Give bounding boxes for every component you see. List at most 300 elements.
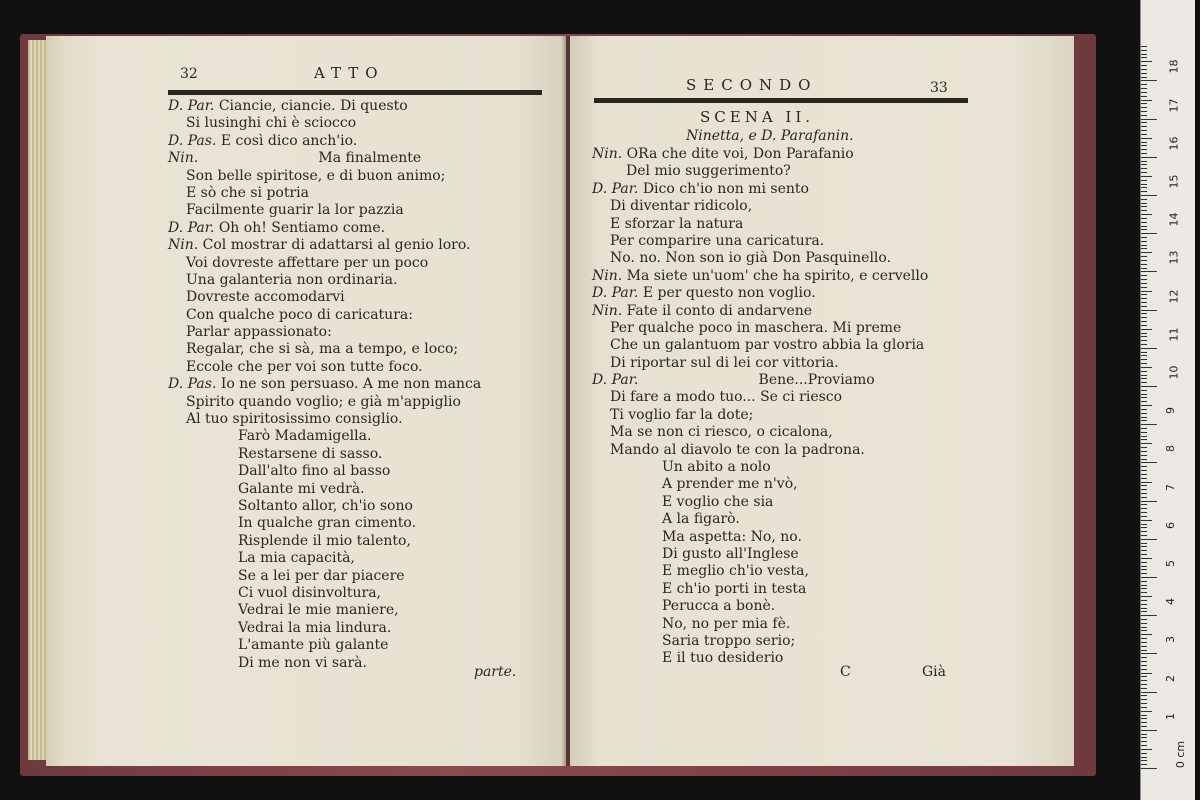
verse-line [592,581,928,598]
ruler-tick [1141,103,1147,104]
line-text: Mando al diavolo te con la padrona. [610,441,865,458]
ruler-tick [1141,623,1147,624]
speaker-name: Nin. [592,267,623,284]
verse-line [592,529,928,546]
ruler-tick [1141,218,1147,219]
verse-line [592,372,928,389]
speaker-name: D. Par. [168,219,215,236]
ruler-tick [1141,428,1147,429]
ruler-tick [1141,96,1147,97]
left-page [46,36,566,766]
ruler-tick [1141,692,1157,693]
ruler-number: 15 [1167,174,1181,189]
ruler-tick [1141,443,1152,444]
ruler-tick [1141,122,1147,123]
ruler-tick [1141,420,1147,421]
verse-line [168,515,481,532]
verse-line [168,655,481,672]
ruler-tick [1141,333,1147,334]
ruler-tick [1141,684,1147,685]
ruler-number: 11 [1167,327,1181,342]
ruler-tick [1141,226,1147,227]
line-text: Dovreste accomodarvi [186,289,345,306]
ruler-number: 4 [1164,598,1177,606]
ruler-number: 7 [1164,483,1177,491]
ruler-tick [1141,680,1147,681]
verse-line [592,424,928,441]
line-text: Facilmente guarir la lor pazzia [186,202,404,219]
ruler-number: 0 cm [1174,740,1188,769]
speaker-name: D. Pas. [168,132,217,149]
header-rule [168,90,542,95]
line-text: Soltanto allor, ch'io sono [238,497,413,514]
ruler-tick [1141,84,1147,85]
ruler-tick [1141,153,1147,154]
ruler-tick [1141,688,1147,689]
ruler-tick [1141,539,1157,540]
ruler-tick [1141,115,1147,116]
ruler-tick [1141,619,1147,620]
verse-line [592,494,928,511]
ruler-number: 14 [1167,212,1181,227]
line-text: A la figarò. [662,511,740,528]
ruler-number: 12 [1167,289,1181,304]
ruler-tick [1141,168,1147,169]
line-text: Si lusinghi chi è sciocco [186,115,357,132]
ruler-tick [1141,397,1147,398]
verse-line [168,359,481,376]
verse-line [168,185,481,202]
verse-line [592,563,928,580]
ruler-tick [1141,760,1147,761]
ruler-tick [1141,386,1157,387]
line-text: Ciancie, ciancie. Di questo [214,98,408,114]
ruler-tick [1141,371,1147,372]
verse-line [168,202,481,219]
ruler-tick [1141,592,1147,593]
line-text: In qualche gran cimento. [238,515,417,532]
ruler-tick [1141,145,1147,146]
verse-line [168,133,481,150]
right-page [570,36,1074,766]
ruler-number: 1 [1164,712,1177,720]
verse-line [168,620,481,637]
ruler-tick [1141,233,1157,234]
ruler-tick [1141,241,1147,242]
verse-line [592,355,928,372]
verse-line [168,498,481,515]
verse-line [592,476,928,493]
ruler-tick [1141,298,1147,299]
ruler-tick [1141,753,1147,754]
verse-line [168,533,481,550]
verse-line [592,285,928,302]
line-text: Bene...Proviamo [638,372,875,389]
verse-line [592,250,928,267]
ruler-tick [1141,585,1147,586]
ruler-tick [1141,734,1147,735]
ruler-tick [1141,172,1147,173]
line-text: Di me non vi sarà. [238,654,367,671]
line-text: Ma se non ci riesco, o cicalona, [610,424,833,441]
ruler-tick [1141,546,1147,547]
ruler-tick [1141,447,1147,448]
ruler-tick [1141,439,1147,440]
verse-line [168,428,481,445]
verse-line [592,216,928,233]
line-text: Ma aspetta: No, no. [662,528,802,545]
line-text: Di fare a modo tuo... Se ci riesco [610,389,843,406]
ruler-tick [1141,306,1147,307]
ruler-tick [1141,455,1147,456]
verse-line [592,650,928,667]
speaker-name: Nin. [592,146,623,162]
ruler-tick [1141,229,1147,230]
ruler-tick [1141,726,1147,727]
verse-line [168,411,481,428]
ruler-tick [1141,650,1147,651]
ruler-tick [1141,508,1147,509]
verse-line [168,220,481,237]
ruler-number: 13 [1167,250,1181,265]
ruler-tick [1141,245,1147,246]
ruler-tick [1141,707,1147,708]
page-number: 32 [180,66,198,82]
ruler-tick [1141,764,1147,765]
ruler-tick [1141,466,1147,467]
ruler-tick [1141,695,1147,696]
ruler-tick [1141,73,1147,74]
ruler-tick [1141,184,1147,185]
line-text: Ti voglio far la dote; [610,406,754,423]
line-text: Son belle spiritose, e di buon animo; [186,167,446,184]
speaker-name: Nin. [168,150,199,167]
speaker-name: D. Par. [592,372,639,389]
ruler-tick [1141,394,1147,395]
line-text: E il tuo desiderio [662,650,784,667]
ruler-tick [1141,703,1147,704]
verse-line [592,633,928,650]
ruler-number: 3 [1164,636,1177,644]
ruler-tick [1141,757,1147,758]
ruler-tick [1141,363,1147,364]
ruler-tick [1141,474,1147,475]
ruler-tick [1141,310,1157,311]
ruler-tick [1141,378,1147,379]
line-text: Del mio suggerimento? [626,163,791,180]
line-text: Farò Madamigella. [238,428,372,445]
ruler-tick [1141,638,1147,639]
ruler-tick [1141,661,1147,662]
ruler-tick [1141,271,1157,272]
line-text: Voi dovreste affettare per un poco [186,254,429,271]
verse-line [168,446,481,463]
line-text: Una galanteria non ordinaria. [186,271,398,288]
ruler-tick [1141,302,1147,303]
verse-line [168,481,481,498]
ruler-tick [1141,111,1147,112]
verse-line [592,233,928,250]
ruler-tick [1141,657,1147,658]
ruler-tick [1141,676,1147,677]
ruler-tick [1141,248,1147,249]
ruler-tick [1141,604,1147,605]
ruler-tick [1141,50,1147,51]
line-text: No, no per mia fè. [662,615,791,632]
ruler-tick [1141,581,1147,582]
ruler-number: 2 [1164,674,1177,682]
ruler-tick [1141,478,1147,479]
line-text: Fate il conto di andarvene [622,302,813,319]
ruler-tick [1141,608,1147,609]
ruler-number: 9 [1164,407,1177,415]
ruler-tick [1141,100,1152,101]
ruler-tick [1141,352,1147,353]
ruler-tick [1141,768,1157,769]
ruler-tick [1141,161,1147,162]
verse-line [168,394,481,411]
ruler-tick [1141,367,1152,368]
ruler-tick [1141,543,1147,544]
ruler-tick [1141,642,1147,643]
line-text: Spirito quando voglio; e già m'appiglio [186,393,461,410]
line-text: Eccole che per voi son tutte foco. [186,358,423,375]
verse-line [168,324,481,341]
ruler-tick [1141,390,1147,391]
ruler-tick [1141,436,1147,437]
verse-line [592,146,928,163]
ruler-tick [1141,634,1152,635]
verse-line [592,459,928,476]
ruler-number: 18 [1167,59,1181,74]
ruler-tick [1141,348,1157,349]
ruler-tick [1141,741,1147,742]
catchword: Già [922,664,947,680]
ruler-number: 8 [1164,445,1177,453]
line-text: L'amante più galante [238,637,389,654]
line-text: E sforzar la natura [610,215,744,232]
line-text: Perucca a bonè. [662,598,776,615]
ruler-tick [1141,283,1147,284]
line-text: Vedrai le mie maniere, [238,602,399,619]
verse-line [168,307,481,324]
ruler-tick [1141,405,1152,406]
ruler-tick [1141,462,1157,463]
line-text: E meglio ch'io vesta, [662,563,809,580]
ruler-tick [1141,665,1147,666]
line-text: E voglio che sia [662,493,774,510]
verse-line [592,616,928,633]
ruler-tick [1141,340,1147,341]
line-text: Di diventar ridicolo, [610,198,753,215]
ruler-tick [1141,46,1147,47]
page-number: 33 [930,80,948,96]
ruler-tick [1141,715,1147,716]
ruler-tick [1141,191,1147,192]
ruler-tick [1141,550,1147,551]
ruler-tick [1141,699,1147,700]
ruler-tick [1141,527,1147,528]
ruler-tick [1141,615,1157,616]
line-text: Se a lei per dar piacere [238,567,405,584]
ruler-tick [1141,294,1147,295]
ruler-tick [1141,291,1152,292]
verse-line [592,198,928,215]
verse-line [168,115,481,132]
ruler-tick [1141,187,1147,188]
ruler-tick [1141,321,1147,322]
line-text: Dall'alto fino al basso [238,463,391,480]
ruler-tick [1141,54,1147,55]
ruler-tick [1141,562,1147,563]
scene-persons: Ninetta, e D. Parafanin. [686,128,854,144]
ruler-tick [1141,61,1152,62]
ruler-tick [1141,180,1147,181]
ruler-tick [1141,627,1147,628]
line-text: Ma finalmente [198,150,422,167]
ruler-tick [1141,344,1147,345]
ruler-tick [1141,65,1147,66]
ruler-tick [1141,77,1147,78]
line-text: E ch'io porti in testa [662,580,807,597]
ruler-tick [1141,730,1157,731]
line-text: Che un galantuom par vostro abbia la gloria [610,337,925,354]
ruler-tick [1141,329,1152,330]
line-text: Dico ch'io non mi sento [638,180,809,197]
line-text: Vedrai la mia lindura. [238,619,392,636]
ruler-tick [1141,80,1157,81]
ruler-tick [1141,149,1147,150]
ruler-tick [1141,485,1147,486]
ruler-tick [1141,711,1152,712]
verse-line [168,637,481,654]
verse-line [592,598,928,615]
ruler-tick [1141,504,1147,505]
ruler-tick [1141,745,1147,746]
verse-line [592,511,928,528]
ruler-tick [1141,69,1147,70]
line-text: Di riportar sul di lei cor vittoria. [610,354,839,371]
ruler-tick [1141,57,1147,58]
ruler-tick [1141,214,1152,215]
speaker-name: D. Par. [168,98,215,114]
verse-line [168,98,481,115]
signature-mark: C [840,664,851,680]
ruler-tick [1141,222,1147,223]
ruler-tick [1141,417,1147,418]
ruler-number: 16 [1167,136,1181,151]
verse-line [592,163,928,180]
ruler-number: 6 [1164,521,1177,529]
ruler-number: 5 [1164,560,1177,567]
line-text: A prender me n'vò, [662,476,798,493]
ruler-number: 10 [1167,365,1181,380]
speaker-name: D. Par. [592,285,639,302]
ruler-tick [1141,210,1147,211]
ruler-tick [1141,119,1157,120]
verse-line [168,237,481,254]
ruler-tick [1141,596,1152,597]
ruler-tick [1141,531,1147,532]
verse-line [168,463,481,480]
exit-note: parte. [474,664,517,680]
ruler-tick [1141,611,1147,612]
verse-line [592,442,928,459]
ruler-tick [1141,134,1147,135]
ruler-tick [1141,588,1147,589]
line-text: ORa che dite voi, Don Parafanio [622,146,854,162]
ruler-number: 17 [1167,98,1181,113]
ruler-tick [1141,279,1147,280]
verse-line [592,389,928,406]
verse-line [592,546,928,563]
line-text: Al tuo spiritosissimo consiglio. [186,411,403,428]
ruler-tick [1141,164,1147,165]
ruler-tick [1141,600,1147,601]
page-text [592,146,928,668]
line-text: Per qualche poco in maschera. Mi preme [610,319,902,336]
ruler-tick [1141,195,1157,196]
ruler-tick [1141,126,1147,127]
ruler-tick [1141,432,1147,433]
page-text [168,98,481,672]
ruler-tick [1141,470,1147,471]
ruler-tick [1141,554,1147,555]
line-text: Un abito a nolo [662,459,771,476]
ruler-tick [1141,516,1147,517]
line-text: Di gusto all'Inglese [662,545,799,562]
verse-line [592,181,928,198]
verse-line [168,376,481,393]
ruler-tick [1141,535,1147,536]
ruler-tick [1141,497,1147,498]
ruler-tick [1141,646,1147,647]
line-text: Galante mi vedrà. [238,480,365,497]
ruler-tick [1141,107,1147,108]
line-text: Oh oh! Sentiamo come. [214,219,386,236]
ruler-tick [1141,264,1147,265]
ruler-tick [1141,424,1157,425]
line-text: Parlar appassionato: [186,324,332,341]
ruler-tick [1141,512,1147,513]
line-text: Ci vuol disinvoltura, [238,584,381,601]
verse-line [592,337,928,354]
ruler-tick [1141,142,1147,143]
line-text: Per comparire una caricatura. [610,232,825,249]
verse-line [168,550,481,567]
verse-line [592,407,928,424]
verse-line [168,585,481,602]
ruler-tick [1141,375,1147,376]
scene-title: SCENA II. [700,108,815,126]
ruler-tick [1141,237,1147,238]
ruler-tick [1141,130,1147,131]
ruler-tick [1141,749,1152,750]
ruler-tick [1141,493,1147,494]
line-text: Con qualche poco di caricatura: [186,306,413,323]
ruler-tick [1141,653,1157,654]
ruler-tick [1141,355,1147,356]
line-text: Ma siete un'uom' che ha spirito, e cervello [622,267,929,284]
line-text: Restarsene di sasso. [238,445,383,462]
line-text: Risplende il mio talento, [238,532,411,549]
ruler-tick [1141,722,1147,723]
ruler-tick [1141,569,1147,570]
ruler-tick [1141,138,1152,139]
ruler-tick [1141,409,1147,410]
verse-line [168,150,481,167]
ruler-tick [1141,451,1147,452]
